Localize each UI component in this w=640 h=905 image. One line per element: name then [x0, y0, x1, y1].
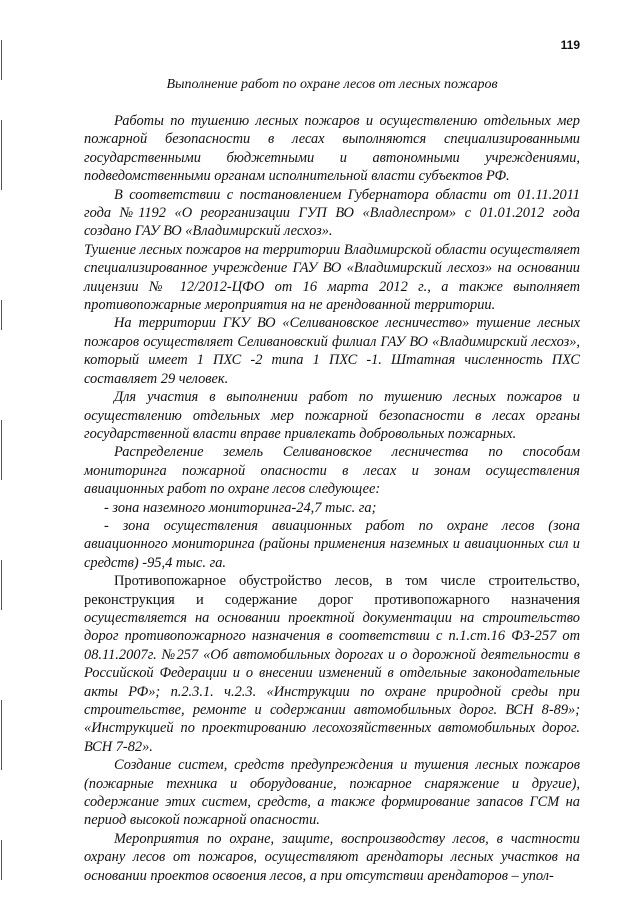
paragraph: Тушение лесных пожаров на территории Владимирской области осуществляет специализированное учреждение ГАУ ВО «Владимирский лесхоз» на основании лицензии № 12/2012-ЦФО от 16 марта 2012 г., а также выполняет противопожарные мероприятия на не арендованной территории. [84, 241, 580, 314]
section-heading: Выполнение работ по охране лесов от лесных пожаров [166, 77, 498, 92]
paragraph: Создание систем, средств предупреждения и тушения лесных пожаров (пожарные техника и оборудование, пожарное снаряжение и другие), содержание этих систем, средств, а также формирование запасов ГСМ на период высокой пожарной опасности. [84, 757, 580, 829]
scan-left-edge [0, 0, 4, 905]
paragraph-lead: Противопожарное обустройство лесов, в том числе строительство, реконструкция и содержание дорог противопожарного назначения [84, 573, 580, 608]
paragraph-rest: осуществляется на основании проектной документации на строительство дорог противопожарного назначения в соответствии с п.1.ст.16 ФЗ-257 от 08.11.2007г. №257 «Об автомобильных дорогах и о дорожной деятельности в Российской Федерации и о внесении изменений в отдельные законодательные акты РФ»; п.2.3.1. ч.2.3. «Инструкции по охране природной среды при строительстве, ремонте и содержании автомобильных дорог. ВСН 8-89»; «Инструкцией по проектированию лесохозяйственных автомобильных дорог. ВСН 7-82». [84, 609, 580, 755]
paragraph: Работы по тушению лесных пожаров и осуществлению отдельных мер пожарной безопасности в лесах выполняются специализированными государственными бюджетными и автономными учреждениями, подведомственными органам исполнительной власти субъектов РФ. [84, 113, 580, 185]
paragraph: Для участия в выполнении работ по тушению лесных пожаров и осуществлению отдельных мер пожарной безопасности в лесах органы государственной власти вправе привлекать добровольных пожарных. [84, 389, 580, 442]
page-number: 119 [560, 38, 580, 52]
paragraph [84, 572, 580, 756]
paragraph: Мероприятия по охране, защите, воспроизводству лесов, в частности охрану лесов от пожаров, осуществляют арендаторы лесных участков на основании проектов освоения лесов, а при отсутствии арендаторов – упол- [84, 830, 580, 884]
paragraph: На территории ГКУ ВО «Селивановское лесничество» тушение лесных пожаров осуществляет Селивановский филиал ГАУ ВО «Владимирский лесхоз», который имеет 1 ПХС -2 типа 1 ПХС -1. Штатная численность ПХС составляет 29 человек. [84, 315, 580, 387]
list-item: - зона наземного мониторинга-24,7 тыс. га; [104, 499, 377, 516]
paragraph: Распределение земель Селивановское лесничества по способам мониторинга пожарной опасности в лесах и зонам осуществления авиационных работ по охране лесов следующее: [84, 444, 580, 498]
body-text [84, 112, 580, 885]
list-item: - зона осуществления авиационных работ по охране лесов (зона авиационного мониторинга (районы применения наземных и авиационных сил и средств) -95,4 тыс. га. [84, 517, 580, 571]
paragraph: В соответствии с постановлением Губернатора области от 01.11.2011 года №1192 «О реорганизации ГУП ВО «Владлеспром» с 01.01.2012 года создано ГАУ ВО «Владимирский лесхоз». [84, 186, 580, 240]
